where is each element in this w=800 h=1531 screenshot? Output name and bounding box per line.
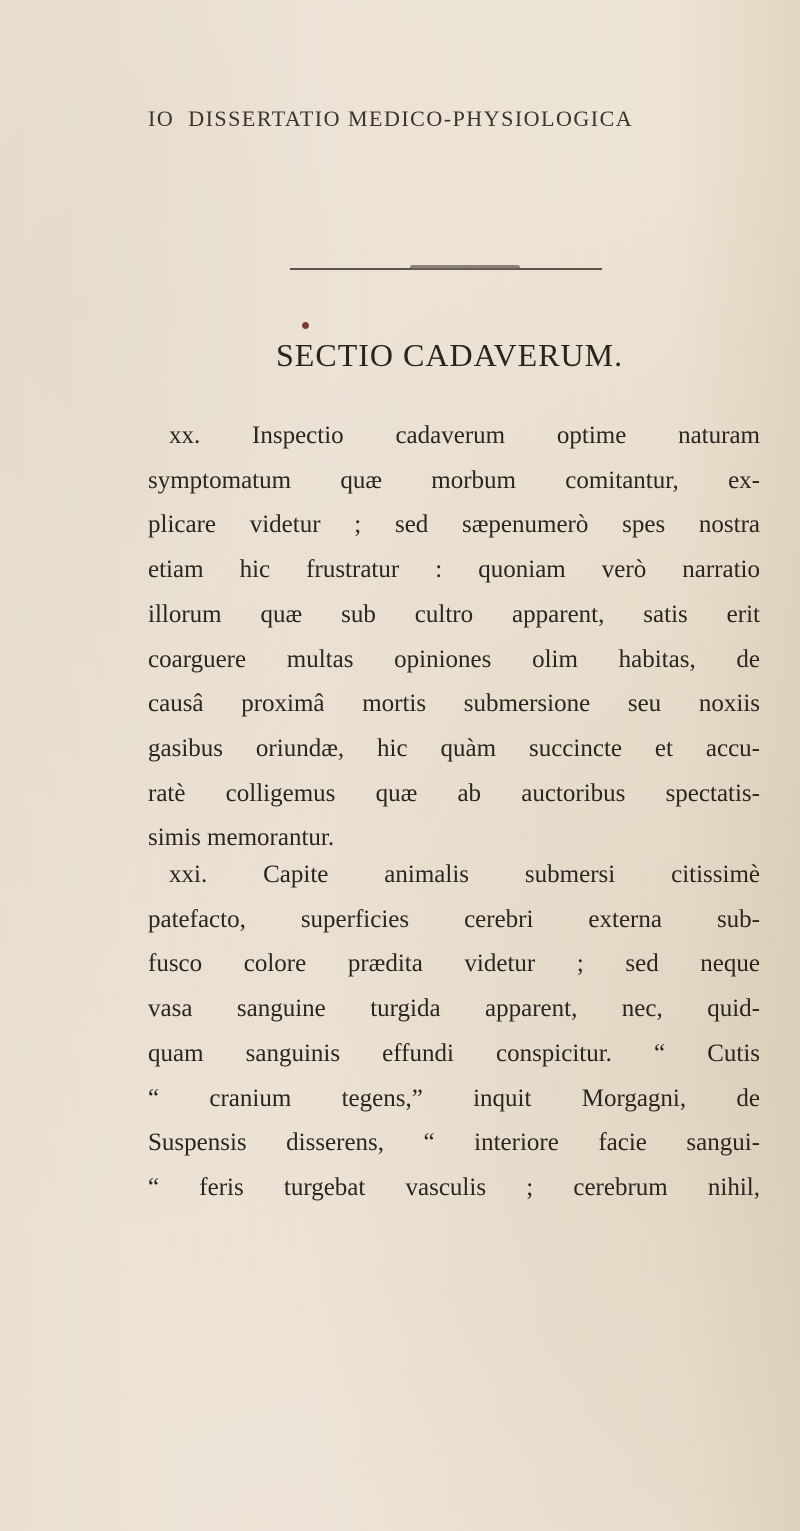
running-head bbox=[148, 106, 633, 132]
text-line: fusco colore prædita videtur ; sed neque bbox=[148, 950, 760, 978]
text-line: causâ proximâ mortis submersione seu noxiis bbox=[148, 690, 760, 718]
text-line: coarguere multas opiniones olim habitas, de bbox=[148, 645, 760, 673]
text-line: xx. Inspectio cadaverum optime naturam bbox=[169, 422, 760, 449]
text-line: illorum quæ sub cultro apparent, satis erit bbox=[148, 600, 760, 628]
text-line: gasibus oriundæ, hic quàm succincte et accu- bbox=[148, 734, 760, 762]
paragraph-xx bbox=[148, 414, 760, 861]
text-line: simis memorantur. bbox=[148, 824, 335, 852]
text-line: xxi. Capite animalis submersi citissimè bbox=[169, 861, 760, 888]
text-line: patefacto, superficies cerebri externa sub- bbox=[148, 905, 760, 933]
page-number: IO bbox=[148, 106, 175, 131]
header-rule-ornament bbox=[410, 265, 520, 270]
text-line: symptomatum quæ morbum comitantur, ex- bbox=[148, 466, 760, 494]
text-line: “ feris turgebat vasculis ; cerebrum nihil, bbox=[148, 1173, 760, 1201]
ink-dot bbox=[302, 322, 309, 329]
running-head-title: DISSERTATIO MEDICO-PHYSIOLOGICA bbox=[188, 106, 634, 131]
text-line: “ cranium tegens,” inquit Morgagni, de bbox=[148, 1084, 760, 1112]
text-line: vasa sanguine turgida apparent, nec, quid- bbox=[148, 995, 760, 1023]
text-line: Suspensis disserens, “ interiore facie sangui- bbox=[148, 1129, 760, 1157]
text-line: plicare videtur ; sed sæpenumerò spes nostra bbox=[148, 511, 760, 539]
text-line: quam sanguinis effundi conspicitur. “ Cutis bbox=[148, 1039, 760, 1067]
text-line: ratè colligemus quæ ab auctoribus spectatis- bbox=[148, 779, 760, 807]
paragraph-xxi bbox=[148, 853, 760, 1211]
section-title: SECTIO CADAVERUM. bbox=[276, 337, 624, 373]
text-line: etiam hic frustratur : quoniam verò narratio bbox=[148, 556, 760, 584]
